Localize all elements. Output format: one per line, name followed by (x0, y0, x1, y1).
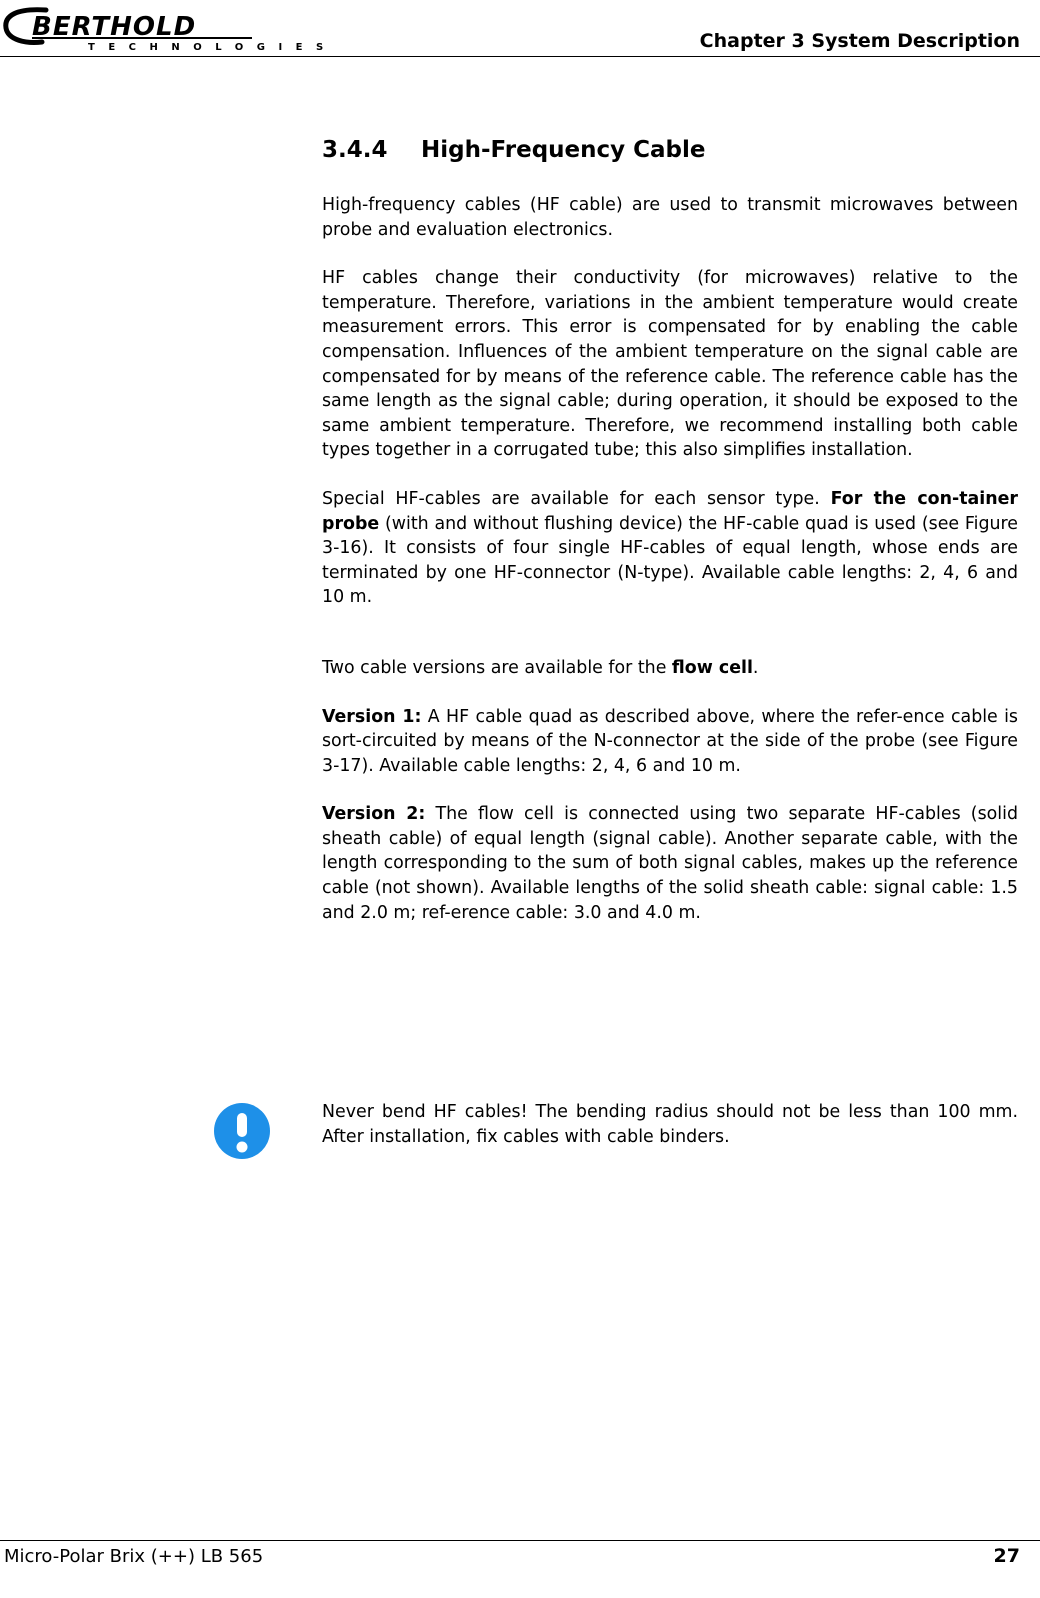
bold-run: Version 2: (322, 804, 426, 825)
page-number: 27 (993, 1545, 1020, 1567)
page-header (0, 0, 1040, 58)
footer-divider (0, 1540, 1040, 1541)
svg-text:TECHNOLOGIES: TECHNOLOGIES (88, 42, 337, 53)
bold-run: Version 1: (322, 706, 422, 727)
paragraph-version-1 (322, 705, 1018, 779)
section-number: 3.4.4 (322, 137, 388, 163)
chapter-title: Chapter 3 System Description (699, 30, 1020, 52)
paragraph-container-probe (322, 487, 1018, 610)
text-run: (with and without flushing device) the HF-cable quad is used (see Figure 3-16). It consists of four single HF-cables of equal length, whose ends are terminated by one HF-connector (N-type). Available cable lengths: 2, 4, 6 and 10 m. (322, 513, 1018, 608)
text-run: A HF cable quad as described above, where the refer-ence cable is sort-circuited by means of the N-connector at the side of the probe (see Figure 3-17). Available cable lengths: 2, 4, 6 and 10 m. (322, 706, 1018, 776)
svg-text:BERTHOLD: BERTHOLD (32, 12, 197, 42)
berthold-logo (2, 4, 337, 53)
exclamation-icon (213, 1102, 271, 1160)
section-heading (322, 134, 1018, 166)
header-divider (0, 56, 1040, 57)
paragraph-flow-cell (322, 656, 1018, 681)
text-run: The flow cell is connected using two separate HF-cables (solid sheath cable) of equal length (signal cable). Another separate cable, with the length corresponding to the sum of both signal cables, makes up the reference cable (not shown). Available lengths of the solid sheath cable: signal cable: 1.5 and 2.0 m; ref-erence cable: 3.0 and 4.0 m. (322, 804, 1018, 923)
note-text: Never bend HF cables! The bending radius should not be less than 100 mm. After installation, fix cables with cable binders. (322, 1102, 1018, 1147)
footer-product: Micro-Polar Brix (++) LB 565 (4, 1546, 264, 1567)
text-run: . (752, 657, 759, 678)
text-run: Special HF-cables are available for each sensor type. (322, 488, 831, 509)
paragraph-version-2 (322, 802, 1018, 925)
bold-run: For the con-tainer probe (322, 488, 1018, 534)
main-content (322, 134, 1018, 949)
paragraph-conductivity: HF cables change their conductivity (for microwaves) relative to the temperature. Therefore, variations in the ambient temperature would create measurement errors. This error is compensated for by enabling the cable compensation. Influences of the ambient temperature on the signal cable are compensated for by means of the reference cable. The reference cable has the same length as the signal cable; during operation, it should be exposed to the same ambient temperature. Therefore, we recommend installing both cable types together in a corrugated tube; this also simplifies installation. (322, 268, 1018, 461)
section-title: High-Frequency Cable (421, 137, 706, 163)
text-run: Two cable versions are available for the (322, 657, 672, 678)
paragraph-intro: High-frequency cables (HF cable) are used to transmit microwaves between probe and evaluation electronics. (322, 195, 1018, 240)
bold-run: flow cell (671, 657, 753, 678)
